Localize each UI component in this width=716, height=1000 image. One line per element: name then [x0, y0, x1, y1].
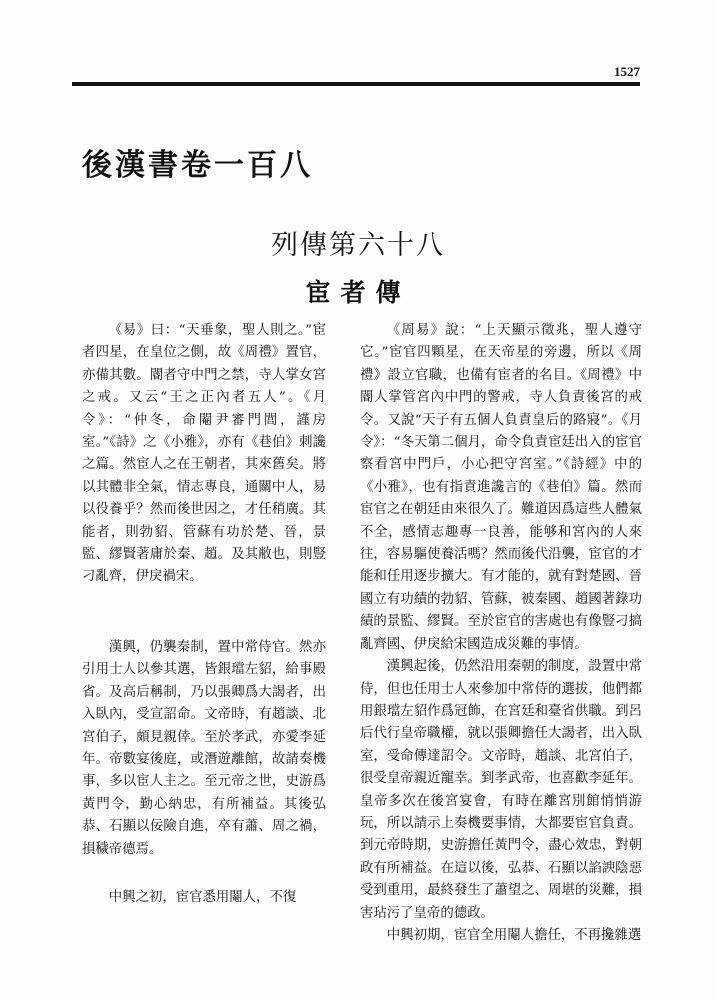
translation-text-column [360, 320, 642, 947]
translation-paragraph: 《周易》說：“上天顯示徵兆，聖人遵守它。”宦官四顆星，在天帝星的旁邊，所以《周禮》設立官職，也備有宦者的名目。《周禮》中閽人掌管宮內中門的警戒，寺人負責後宮的戒令。又說“天子有五個人負責皇后的路寢”。《月令》：“冬天第二個月，命令負責宦廷出入的宦官察看宮中門戶，小心把守宮室。”《詩經》中的《小雅》，也有指責進讒言的《巷伯》篇。然而宦官之在朝廷由來很久了。難道因爲這些人體氣不全，感情志趣專一良善，能够和宮內的人來往，容易驅使養活嗎？然而後代沿襲，宦官的才能和任用逐步擴大。有才能的，就有對楚國、晉國立有功績的勃貂、管蘇，被秦國、趙國著錄功績的景監、繆賢。至於宦官的害處也有像豎刁搞亂齊國、伊戾給宋國造成災難的事情。 [360, 323, 642, 652]
classical-paragraph: 漢興，仍襲秦制，置中常侍官。然亦引用士人以參其選，皆銀璫左貂，給事殿省。及高后稱制，乃以張卿爲大謁者，出入臥內，受宣詔命。文帝時，有趙談、北宮伯子，頗見親倖。至於孝武，亦愛李延年。帝數宴後庭，或潛遊離館，故請奏機事，多以宦人主之。至元帝之世，史游爲黃門令，勤心納忠，有所補益。其後弘恭、石顯以佞險自進，卒有蕭、周之禍，損穢帝德焉。 [82, 639, 326, 857]
page-number: 1527 [614, 64, 640, 79]
classical-text-column [82, 320, 326, 909]
classical-paragraph: 中興之初，宦官悉用閹人，不復 [108, 889, 297, 905]
section-title: 宦者傳 [305, 278, 411, 307]
translation-paragraph: 漢興起後，仍然沿用秦朝的制度，設置中常侍，但也任用士人來參加中常侍的選拔，他們都用銀璫左貂作爲冠飾，在宮廷和臺省供職。到呂后代行皇帝職權，就以張卿擔任大謁者，出入臥室，受命傳達詔令。文帝時，趙談、北宮伯子，很受皇帝親近寵幸。到孝武帝，也喜歡李延年。皇帝多次在後宮宴會，有時在離宮別館悄悄游玩，所以請示上奏機要事情，大都要宦官負責。到元帝時期，史游擔任黃門令，盡心效忠，對朝政有所補益。在這以後，弘恭、石顯以諂諛陰惡受到重用，最終發生了蕭望之、周堪的災難，損害玷污了皇帝的德政。 [360, 659, 642, 921]
translation-paragraph: 中興初期，宦官全用閹人擔任，不再攙雜選 [386, 927, 642, 943]
header-rule [72, 82, 640, 86]
book-title: 後漢書卷一百八 [82, 148, 313, 183]
classical-paragraph: 《易》曰：“天垂象，聖人則之。”宦者四星，在皇位之側，故《周禮》置官，亦備其數。閽者守中門之禁，寺人掌女宮之戒。又云“王之正內者五人”。《月令》：“仲冬，命閹尹審門閭，謹房室。”《詩》之《小雅》，亦有《巷伯》刺讒之篇。然宦人之在王朝者，其來舊矣。將以其體非全氣，情志專良，通關中人，易以役養乎？然而後世因之，才任稍廣。其能者，則勃貂、管蘇有功於楚、晉，景監、繆賢著庸於秦、趙。及其敝也，則豎刁亂齊，伊戾禍宋。 [82, 323, 326, 585]
chapter-title: 列傳第六十八 [271, 230, 445, 261]
